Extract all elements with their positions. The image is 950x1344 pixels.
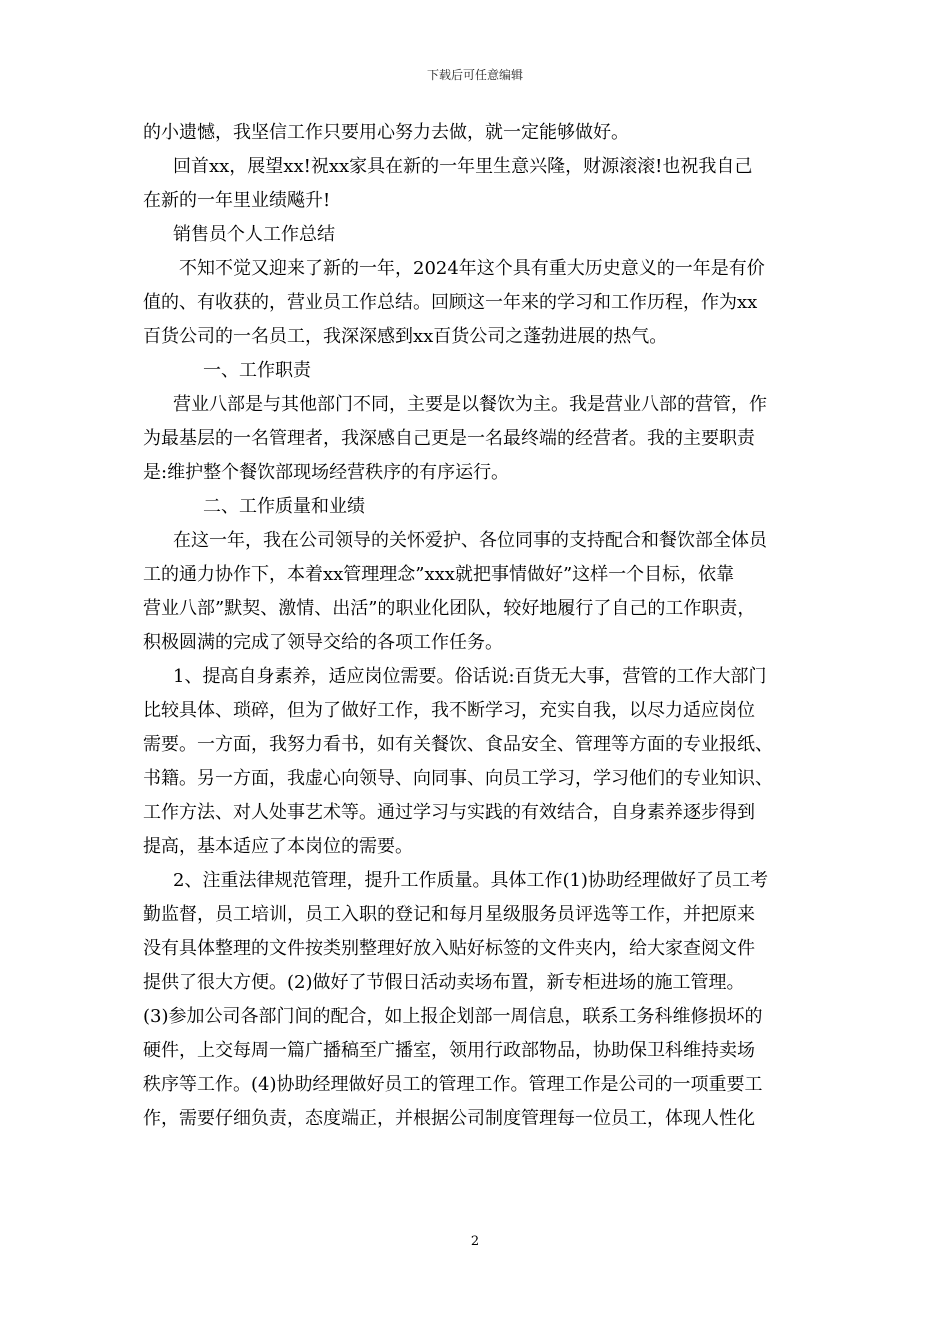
document-body (143, 116, 807, 1136)
text-line: 工作方法、对人处事艺术等。通过学习与实践的有效结合，自身素养逐步得到 (143, 802, 755, 823)
text-line: 一、工作职责 (203, 360, 311, 381)
text-line: 工的通力协作下，本着xx管理理念”xxx就把事情做好”这样一个目标，依靠 (143, 564, 735, 585)
text-line: 营业八部”默契、激情、出活”的职业化团队，较好地履行了自己的工作职责， (143, 598, 756, 619)
page-number: 2 (470, 1234, 480, 1249)
text-line: 提供了很大方便。(2)做好了节假日活动卖场布置，新专柜进场的施工管理。 (143, 972, 745, 993)
text-line: 在新的一年里业绩飚升! (143, 190, 331, 211)
text-line: 的小遗憾，我坚信工作只要用心努力去做，就一定能够做好。 (143, 122, 629, 143)
text-line: 百货公司的一名员工，我深深感到xx百货公司之蓬勃进展的热气。 (143, 326, 668, 347)
text-line: 积极圆满的完成了领导交给的各项工作任务。 (143, 632, 503, 653)
text-line: 为最基层的一名管理者，我深感自己更是一名最终端的经营者。我的主要职责 (143, 428, 755, 449)
text-line: 提高，基本适应了本岗位的需要。 (143, 836, 413, 857)
page-header: 下载后可任意编辑 (426, 68, 523, 82)
text-line: 比较具体、琐碎，但为了做好工作，我不断学习，充实自我，以尽力适应岗位 (143, 700, 755, 721)
text-line: 作，需要仔细负责，态度端正，并根据公司制度管理每一位员工，体现人性化 (143, 1108, 755, 1129)
text-line: 没有具体整理的文件按类别整理好放入贴好标签的文件夹内，给大家查阅文件 (143, 938, 755, 959)
text-line: 2、注重法律规范管理，提升工作质量。具体工作(1)协助经理做好了员工考 (173, 870, 768, 891)
text-line: 书籍。另一方面，我虚心向领导、向同事、向员工学习，学习他们的专业知识、 (143, 768, 773, 789)
text-line: 营业八部是与其他部门不同，主要是以餐饮为主。我是营业八部的营管，作 (173, 394, 767, 415)
text-line: 回首xx，展望xx!祝xx家具在新的一年里生意兴隆，财源滚滚!也祝我自己 (173, 156, 753, 177)
text-line: 勤监督，员工培训，员工入职的登记和每月星级服务员评选等工作，并把原来 (143, 904, 755, 925)
text-line: 在这一年，我在公司领导的关怀爱护、各位同事的支持配合和餐饮部全体员 (173, 530, 767, 551)
text-line: 销售员个人工作总结 (173, 224, 335, 245)
text-line: 值的、有收获的，营业员工作总结。回顾这一年来的学习和工作历程，作为xx (143, 292, 758, 313)
text-line: 硬件，上交每周一篇广播稿至广播室，领用行政部物品，协助保卫科维持卖场 (143, 1040, 755, 1061)
text-line: 二、工作质量和业绩 (203, 496, 365, 517)
text-line: 是:维护整个餐饮部现场经营秩序的有序运行。 (143, 462, 510, 483)
text-line: 需要。一方面，我努力看书，如有关餐饮、食品安全、管理等方面的专业报纸、 (143, 734, 773, 755)
text-line: 1、提高自身素养，适应岗位需要。俗话说:百货无大事，营管的工作大部门 (173, 666, 767, 687)
text-line: 秩序等工作。(4)协助经理做好员工的管理工作。管理工作是公司的一项重要工 (143, 1074, 763, 1095)
text-line: 不知不觉又迎来了新的一年，2024年这个具有重大历史意义的一年是有价 (179, 258, 765, 279)
text-line: (3)参加公司各部门间的配合，如上报企划部一周信息，联系工务科维修损坏的 (143, 1006, 763, 1027)
